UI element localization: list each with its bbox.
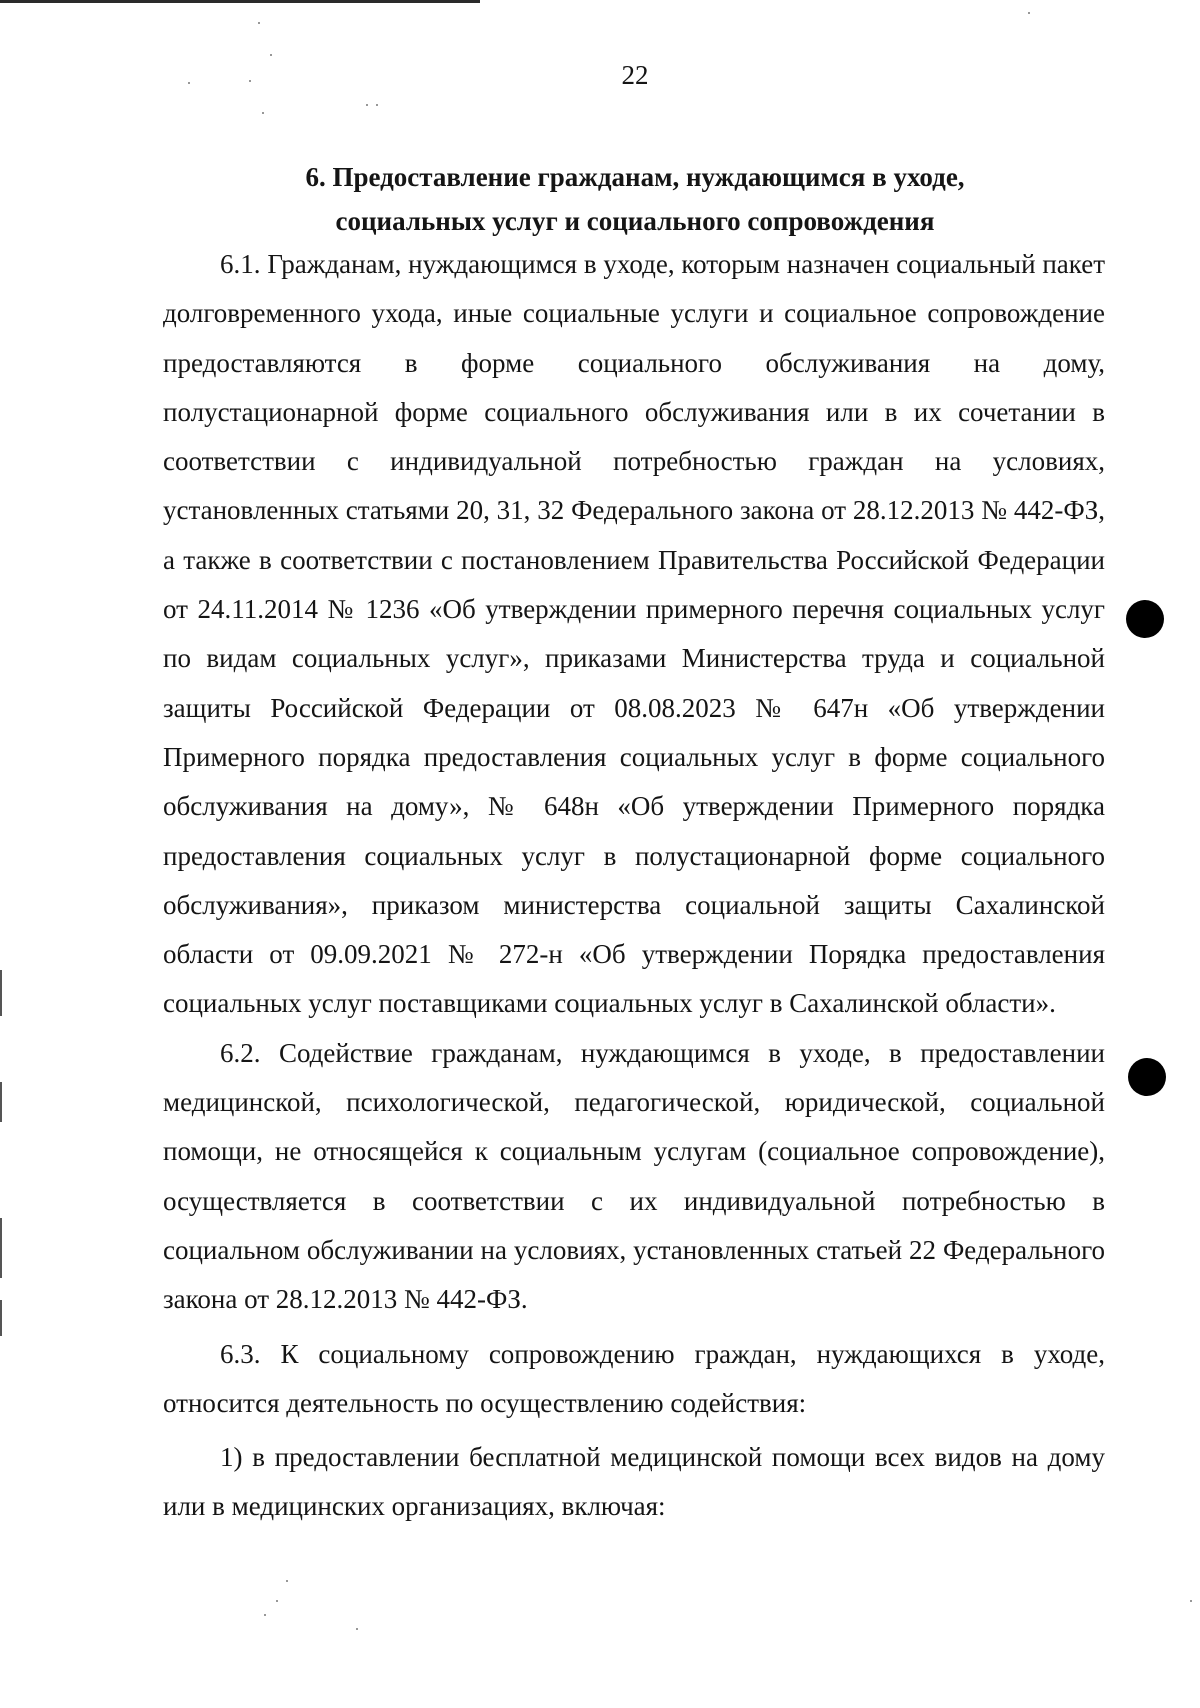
scan-edge-mark [0,1300,2,1336]
page-number: 22 [621,60,649,90]
paragraph-6-2: 6.2. Содействие гражданам, нуждающимся в уходе, в предоставлении медицинской, психологической, педагогической, юридической, социальной помощи, не относящейся к социальным услугам (социальное сопровождение), осуществляется в соответствии с их индивидуальной потребностью в социальном обслуживании на условиях, установленных статьей 22 Федерального закона от 28.12.2013 № 442-ФЗ. [163,1037,1105,1315]
section-heading [150,155,1120,243]
scan-speck [1028,12,1030,14]
scan-speck [1190,1600,1192,1602]
scan-speck [249,80,251,82]
hole-punch-mark [1126,600,1164,638]
scan-speck [258,22,260,24]
scan-speck [188,82,190,84]
scan-edge-mark [0,1218,2,1278]
scan-speck [356,1628,358,1630]
paragraph-6-3: 6.3. К социальному сопровождению граждан, нуждающихся в уходе, относится деятельность по осуществлению содействия: [163,1338,1105,1418]
hole-punch-mark [1128,1058,1166,1096]
scan-speck [276,1600,278,1602]
scan-speck [270,54,272,56]
list-item-1: 1) в предоставлении бесплатной медицинской помощи всех видов на дому или в медицинских организациях, включая: [163,1442,1105,1522]
scan-edge-mark [0,970,2,1016]
scan-edge-line [0,0,480,3]
section-heading-line-1: 6. Предоставление гражданам, нуждающимся в уходе, [305,162,965,192]
section-heading-line-2: социальных услуг и социального сопровождения [335,206,935,236]
scan-speck [366,104,368,106]
body-text [163,240,1105,1532]
scan-speck [262,112,264,114]
scan-edge-mark [0,1082,2,1122]
paragraph-6-1: 6.1. Гражданам, нуждающимся в уходе, которым назначен социальный пакет долговременного ухода, иные социальные услуги и социальное сопровождение предоставляются в форме социального обслуживания на дому, полустационарной форме социального обслуживания или в их сочетании в соответствии с индивидуальной потребностью граждан на условиях, установленных статьями 20, 31, 32 Федерального закона от 28.12.2013 № 442-ФЗ, а также в соответствии с постановлением Правительства Российской Федерации от 24.11.2014 № 1236 «Об утверждении примерного перечня социальных услуг по видам социальных услуг», приказами Министерства труда и социальной защиты Российской Федерации от 08.08.2023 № 647н «Об утверждении Примерного порядка предоставления социальных услуг в форме социального обслуживания на дому», № 648н «Об утверждении Примерного порядка предоставления социальных услуг в полустационарной форме социального обслуживания», приказом министерства социальной защиты Сахалинской области от 09.09.2021 № 272-н «Об утверждении Порядка предоставления социальных услуг поставщиками социальных услуг в Сахалинской области». [163,249,1105,1019]
scan-speck [286,1580,288,1582]
scan-speck [264,1614,266,1616]
scan-speck [376,104,378,106]
